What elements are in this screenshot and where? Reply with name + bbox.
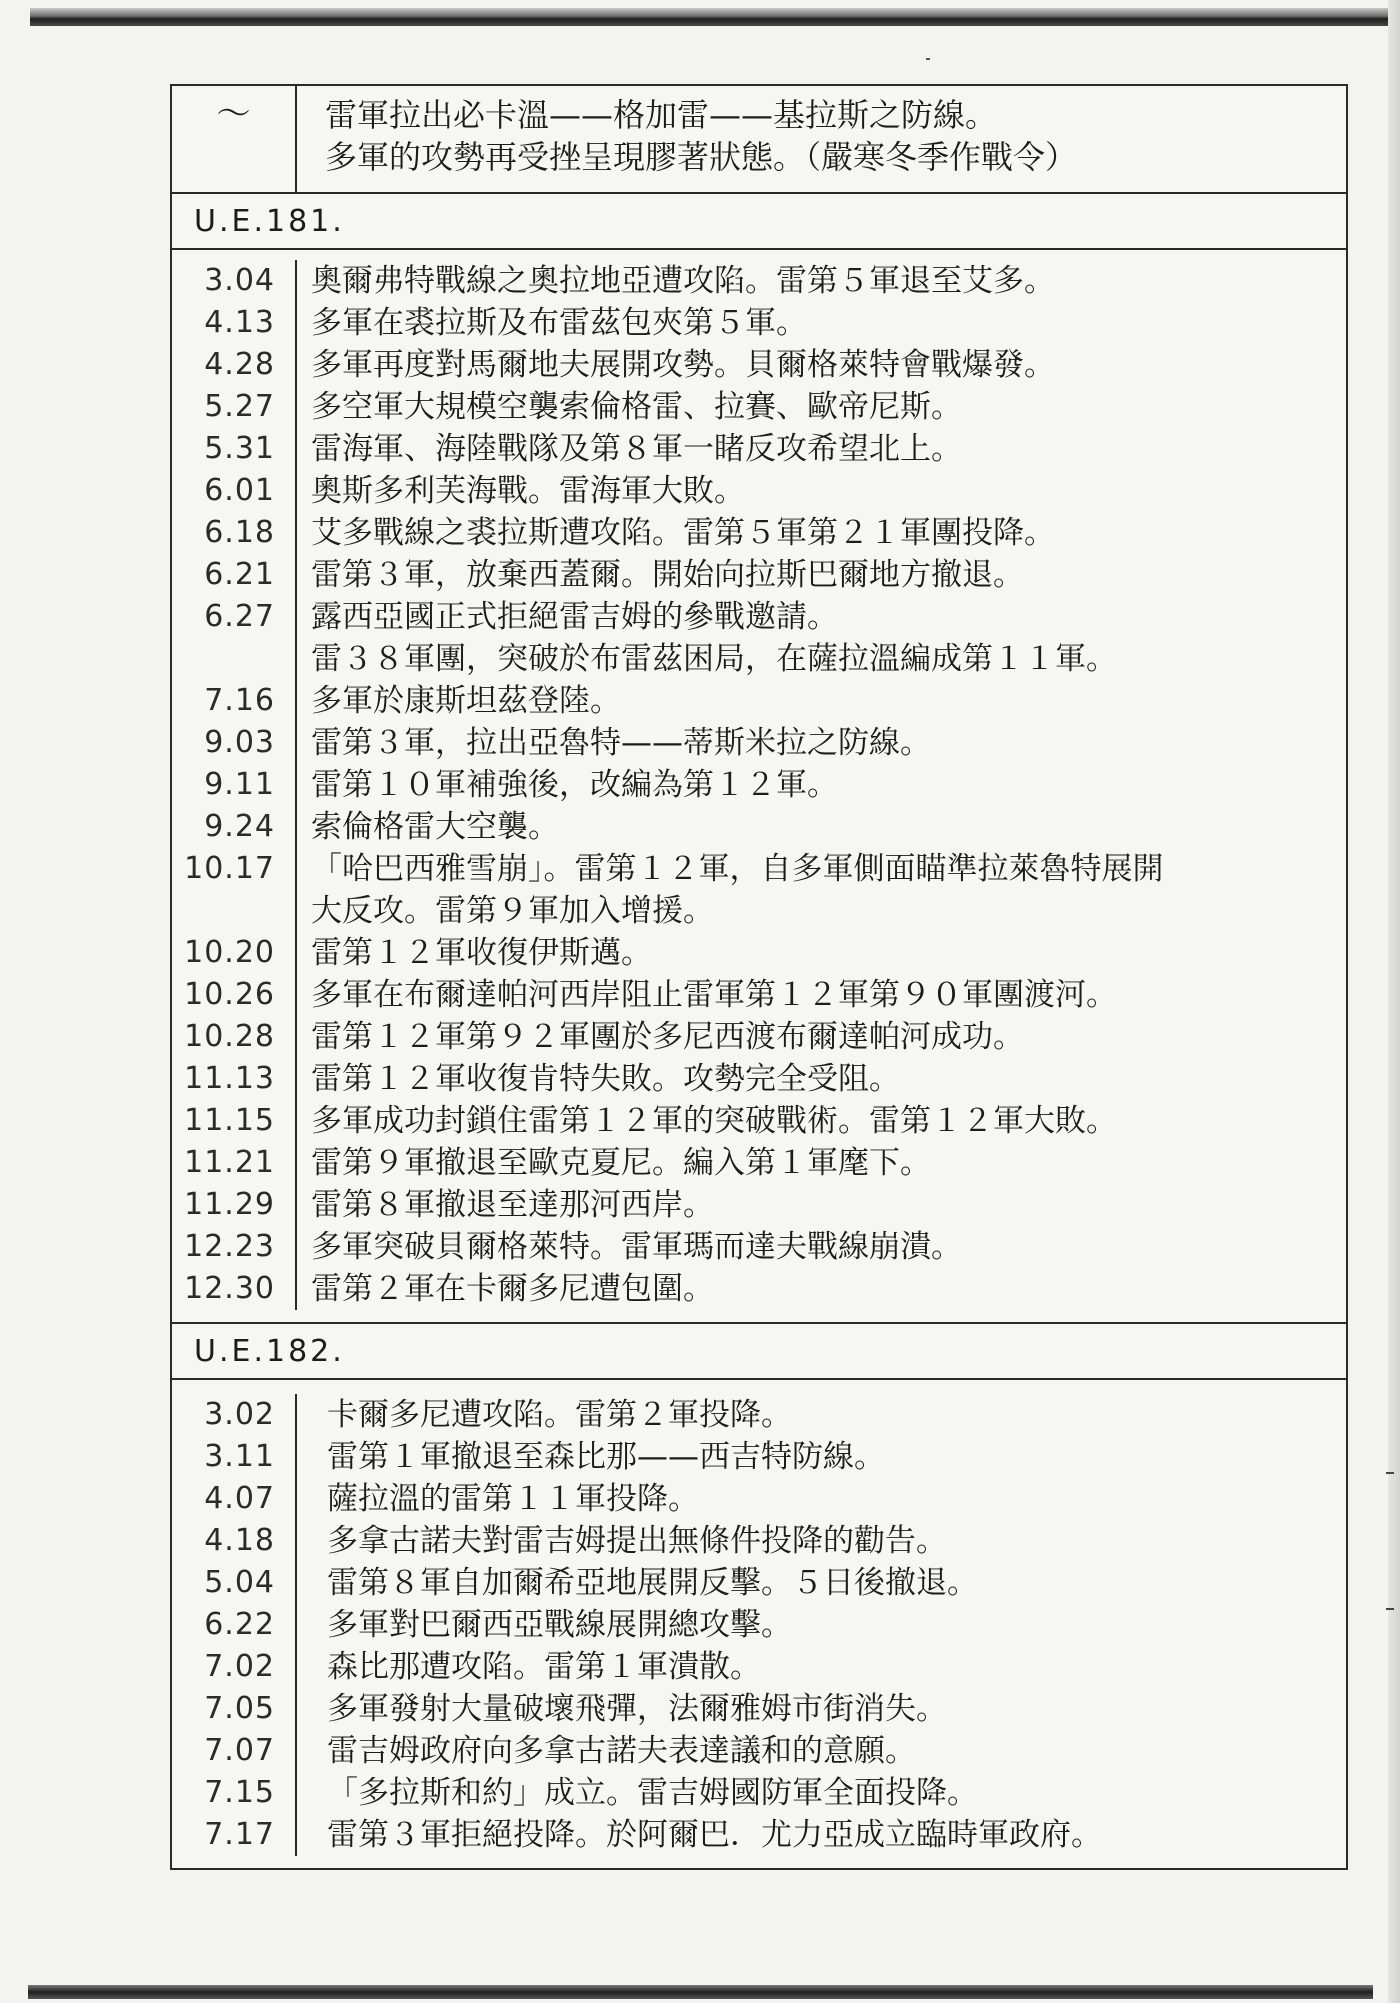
entry-date: 4.13 — [172, 302, 297, 344]
entry-text: 多軍發射大量破壞飛彈，法爾雅姆市街消失。 — [327, 1691, 947, 1727]
entry-date: 7.02 — [172, 1646, 297, 1688]
entries-grid — [172, 1380, 1346, 1868]
entry-date: 12.30 — [172, 1268, 297, 1310]
entry-text: 多軍對巴爾西亞戰線展開總攻擊。 — [327, 1607, 792, 1643]
year-row — [172, 192, 1346, 248]
entry-date: 7.17 — [172, 1814, 297, 1856]
entry-text: 奧斯多利芙海戰。雷海軍大敗。 — [311, 473, 745, 509]
entry-text: 多軍在裘拉斯及布雷茲包夾第５軍。 — [311, 305, 807, 341]
entry-text: 雷第１軍撤退至森比那——西吉特防線。 — [327, 1439, 885, 1475]
entry-date: 4.18 — [172, 1520, 297, 1562]
entry-text: 雷第１０軍補強後，改編為第１２軍。 — [311, 767, 838, 803]
entry-text: 艾多戰線之裘拉斯遭攻陷。雷第５軍第２１軍團投降。 — [311, 515, 1055, 551]
entry-date: 5.27 — [172, 386, 297, 428]
entries-block — [172, 1378, 1346, 1868]
entry-date: 11.21 — [172, 1142, 297, 1184]
entry-text: 雷第３軍拒絕投降。於阿爾巴．尤力亞成立臨時軍政府。 — [327, 1817, 1102, 1853]
header-line: 多軍的攻勢再受挫呈現膠著狀態。（嚴寒冬季作戰令） — [325, 138, 1078, 176]
entry-date-spacer — [172, 890, 297, 932]
year-label: U.E.181. — [194, 203, 345, 239]
entry-date: 4.28 — [172, 344, 297, 386]
entry-date: 4.07 — [172, 1478, 297, 1520]
entry-date: 3.04 — [172, 260, 297, 302]
entry-date: 10.28 — [172, 1016, 297, 1058]
entry-date: 6.21 — [172, 554, 297, 596]
speck — [926, 58, 930, 60]
entry-text: 卡爾多尼遭攻陷。雷第２軍投降。 — [327, 1397, 792, 1433]
header-text-cell — [297, 86, 1346, 192]
entry-date: 6.18 — [172, 512, 297, 554]
entry-date: 7.15 — [172, 1772, 297, 1814]
entry-text: 多軍突破貝爾格萊特。雷軍瑪而達夫戰線崩潰。 — [311, 1229, 962, 1265]
entry-text: 「多拉斯和約」成立。雷吉姆國防軍全面投降。 — [327, 1775, 978, 1811]
entry-date: 10.17 — [172, 848, 297, 890]
margin-tick — [1386, 1608, 1394, 1610]
entry-text: 雷第１２軍收復伊斯邁。 — [311, 935, 652, 971]
entry-date: 10.20 — [172, 932, 297, 974]
scan-edge-bottom — [28, 1985, 1373, 1999]
entry-text: 索倫格雷大空襲。 — [311, 809, 559, 845]
entry-text: 奧爾弗特戰線之奧拉地亞遭攻陷。雷第５軍退至艾多。 — [311, 263, 1055, 299]
entry-date: 9.03 — [172, 722, 297, 764]
entry-text: 多軍在布爾達帕河西岸阻止雷軍第１２軍第９０軍團渡河。 — [311, 977, 1117, 1013]
entry-text: 大反攻。雷第９軍加入增援。 — [311, 893, 714, 929]
entry-text: 多空軍大規模空襲索倫格雷、拉賽、歐帝尼斯。 — [311, 389, 962, 425]
entry-text: 雷第１２軍第９２軍團於多尼西渡布爾達帕河成功。 — [311, 1019, 1024, 1055]
entry-text: 雷第３軍，拉出亞魯特——蒂斯米拉之防線。 — [311, 725, 931, 761]
entry-date: 9.24 — [172, 806, 297, 848]
entry-date-spacer — [172, 638, 297, 680]
entry-text: 雷３８軍團，突破於布雷茲困局，在薩拉溫編成第１１軍。 — [311, 641, 1117, 677]
margin-tick — [1386, 1472, 1394, 1474]
entry-text: 雷第２軍在卡爾多尼遭包圍。 — [311, 1271, 714, 1307]
entry-text: 多拿古諾夫對雷吉姆提出無條件投降的勸告。 — [327, 1523, 947, 1559]
entry-date: 7.07 — [172, 1730, 297, 1772]
entry-text: 「哈巴西雅雪崩」。雷第１２軍，自多軍側面瞄準拉萊魯特展開 — [311, 851, 1164, 887]
entry-date: 9.11 — [172, 764, 297, 806]
entry-date: 6.22 — [172, 1604, 297, 1646]
scan-edge-top — [30, 8, 1392, 26]
entry-text: 雷第８軍自加爾希亞地展開反擊。５日後撤退。 — [327, 1565, 978, 1601]
entries-grid — [172, 250, 1346, 1322]
entry-text: 多軍再度對馬爾地夫展開攻勢。貝爾格萊特會戰爆發。 — [311, 347, 1055, 383]
entry-text: 露西亞國正式拒絕雷吉姆的參戰邀請。 — [311, 599, 838, 635]
entry-text: 雷第８軍撤退至達那河西岸。 — [311, 1187, 714, 1223]
entry-text: 森比那遭攻陷。雷第１軍潰散。 — [327, 1649, 761, 1685]
entry-text: 雷吉姆政府向多拿古諾夫表達議和的意願。 — [327, 1733, 916, 1769]
entry-date: 11.15 — [172, 1100, 297, 1142]
chronology-table — [170, 84, 1348, 1870]
entry-date: 3.11 — [172, 1436, 297, 1478]
entry-date: 5.31 — [172, 428, 297, 470]
entry-date: 10.26 — [172, 974, 297, 1016]
entry-text: 薩拉溫的雷第１１軍投降。 — [327, 1481, 699, 1517]
page-edge-shadow — [1388, 0, 1400, 2003]
table-header-row — [172, 86, 1346, 192]
entry-date: 5.04 — [172, 1562, 297, 1604]
entry-date: 11.29 — [172, 1184, 297, 1226]
entry-text: 雷第９軍撤退至歐克夏尼。編入第１軍麾下。 — [311, 1145, 931, 1181]
header-line: 雷軍拉出必卡溫——格加雷——基拉斯之防線。 — [325, 96, 998, 134]
entry-text: 雷海軍、海陸戰隊及第８軍一睹反攻希望北上。 — [311, 431, 962, 467]
entry-text: 雷第３軍，放棄西蓋爾。開始向拉斯巴爾地方撤退。 — [311, 557, 1024, 593]
entry-date: 12.23 — [172, 1226, 297, 1268]
year-label: U.E.182. — [194, 1333, 345, 1369]
entry-text: 多軍於康斯坦茲登陸。 — [311, 683, 621, 719]
entry-date: 7.16 — [172, 680, 297, 722]
year-row — [172, 1322, 1346, 1378]
entries-block — [172, 248, 1346, 1322]
entry-date: 6.27 — [172, 596, 297, 638]
entry-date: 6.01 — [172, 470, 297, 512]
entry-text: 雷第１２軍收復肯特失敗。攻勢完全受阻。 — [311, 1061, 900, 1097]
header-date-cell: ～ — [172, 86, 297, 192]
entry-date: 7.05 — [172, 1688, 297, 1730]
entry-date: 3.02 — [172, 1394, 297, 1436]
entry-text: 多軍成功封鎖住雷第１２軍的突破戰術。雷第１２軍大敗。 — [311, 1103, 1117, 1139]
entry-date: 11.13 — [172, 1058, 297, 1100]
